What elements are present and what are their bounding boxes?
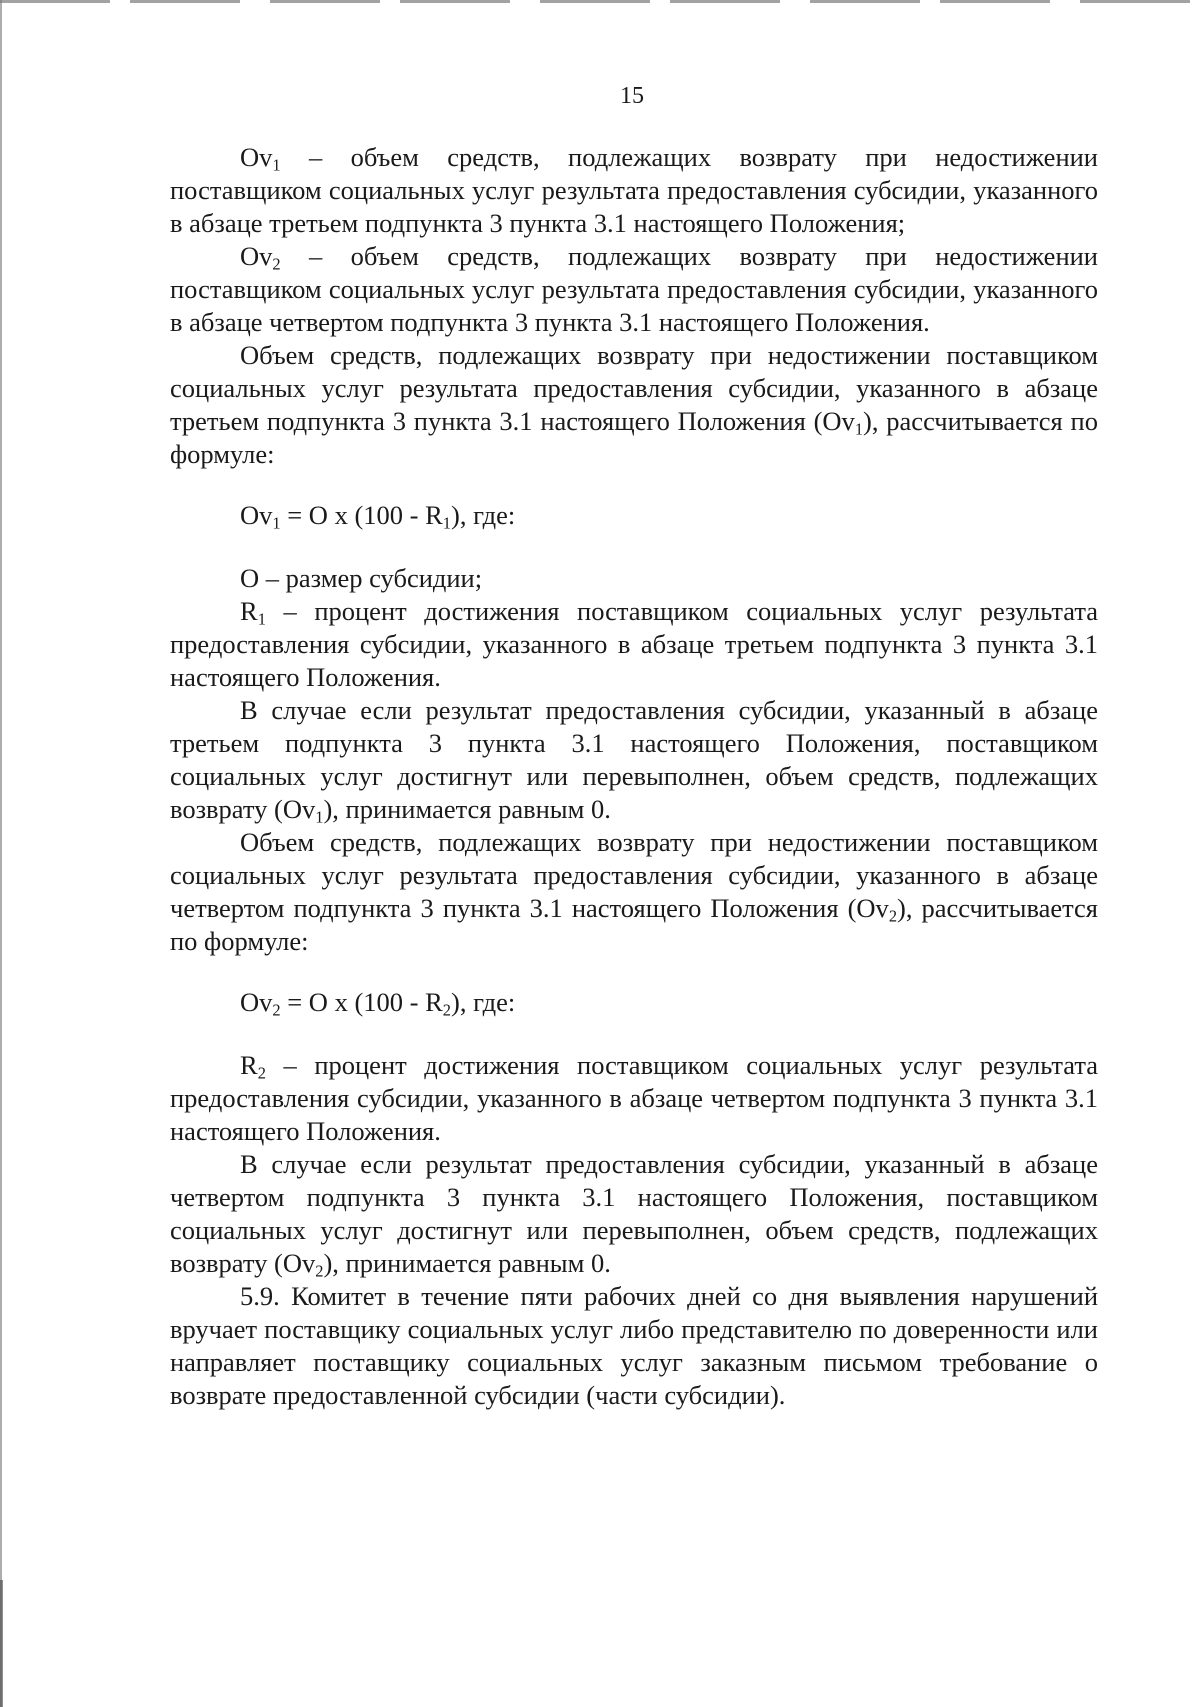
subscript: 1 [442, 513, 451, 533]
scan-edge-left [0, 0, 2, 1707]
paragraph-text: ), принимается равным 0. [323, 794, 611, 824]
symbol: R [240, 1050, 258, 1080]
subscript: 1 [257, 609, 266, 629]
subscript: 1 [854, 419, 864, 439]
subscript: 2 [272, 254, 281, 274]
formula-part: = O x (100 - R [280, 500, 443, 530]
paragraph-text: 5.9. Комитет в течение пяти рабочих дней со дня выявления нарушений вручает поставщику социальных услуг либо представителю по доверенности или направляет поставщику социальных услуг заказным письмом требование о возврате предоставленной субсидии (части субсидии). [170, 1281, 1098, 1410]
document-body [170, 141, 1098, 1412]
subscript: 2 [888, 906, 898, 926]
paragraph-case2 [170, 1148, 1098, 1280]
paragraph-text: В случае если результат предоставления субсидии, указанный в абзаце четвертом подпункта 3 пункта 3.1 настоящего Положения, поставщиком социальных услуг достигнут или перевыполнен, объем средств, подлежащих возврату (Ov [170, 1149, 1098, 1278]
paragraph-ov1-definition [170, 141, 1098, 240]
subscript: 1 [315, 807, 324, 827]
subscript: 2 [442, 1000, 451, 1020]
paragraph-text: ), рассчитывается по формуле: [170, 893, 1098, 956]
paragraph-text: Объем средств, подлежащих возврату при недостижении поставщиком социальных услуг результата предоставления субсидии, указанного в абзаце третьем подпункта 3 пункта 3.1 настоящего Положения (Ov [170, 340, 1098, 436]
paragraph-case1 [170, 694, 1098, 826]
paragraph-text: Объем средств, подлежащих возврату при недостижении поставщиком социальных услуг результата предоставления субсидии, указанного в абзаце четвертом подпункта 3 пункта 3.1 настоящего Положения (Ov [170, 827, 1098, 923]
paragraph-text: ), принимается равным 0. [323, 1248, 611, 1278]
scan-edge-left-lower [0, 1580, 3, 1707]
paragraph-5-9 [170, 1280, 1098, 1412]
paragraph-text: ), рассчитывается по формуле: [170, 406, 1098, 469]
paragraph-o-definition [170, 562, 1098, 595]
formula-ov2 [170, 986, 1098, 1019]
paragraph-ov2-intro [170, 826, 1098, 958]
paragraph-text: O – размер субсидии; [240, 563, 483, 593]
formula-part: ), где: [451, 500, 516, 530]
paragraph-text: – процент достижения поставщиком социальных услуг результата предоставления субсидии, указанного в абзаце третьем подпункта 3 пункта 3.1 настоящего Положения. [170, 596, 1098, 692]
paragraph-ov1-intro [170, 339, 1098, 471]
formula-part: Ov [240, 500, 273, 530]
formula-part: = O x (100 - R [280, 987, 443, 1017]
subscript: 2 [315, 1261, 324, 1281]
paragraph-ov2-definition [170, 240, 1098, 339]
page-number: 15 [620, 83, 644, 109]
paragraph-r2-definition [170, 1049, 1098, 1148]
subscript: 1 [272, 155, 281, 175]
symbol: Ov [240, 142, 273, 172]
symbol: R [240, 596, 258, 626]
subscript: 1 [272, 513, 281, 533]
subscript: 2 [257, 1063, 266, 1083]
paragraph-r1-definition [170, 595, 1098, 694]
subscript: 2 [272, 1000, 281, 1020]
scan-edge-top [0, 0, 1200, 3]
formula-part: ), где: [451, 987, 516, 1017]
formula-ov1 [170, 499, 1098, 532]
paragraph-text: В случае если результат предоставления субсидии, указанный в абзаце третьем подпункта 3 пункта 3.1 настоящего Положения, поставщиком социальных услуг достигнут или перевыполнен, объем средств, подлежащих возврату (Ov [170, 695, 1098, 824]
paragraph-text: – объем средств, подлежащих возврату при недостижении поставщиком социальных услуг результата предоставления субсидии, указанного в абзаце четвертом подпункта 3 пункта 3.1 настоящего Положения. [170, 241, 1098, 337]
formula-part: Ov [240, 987, 273, 1017]
paragraph-text: – объем средств, подлежащих возврату при недостижении поставщиком социальных услуг результата предоставления субсидии, указанного в абзаце третьем подпункта 3 пункта 3.1 настоящего Положения; [170, 142, 1098, 238]
symbol: Ov [240, 241, 273, 271]
paragraph-text: – процент достижения поставщиком социальных услуг результата предоставления субсидии, указанного в абзаце четвертом подпункта 3 пункта 3.1 настоящего Положения. [170, 1050, 1098, 1146]
